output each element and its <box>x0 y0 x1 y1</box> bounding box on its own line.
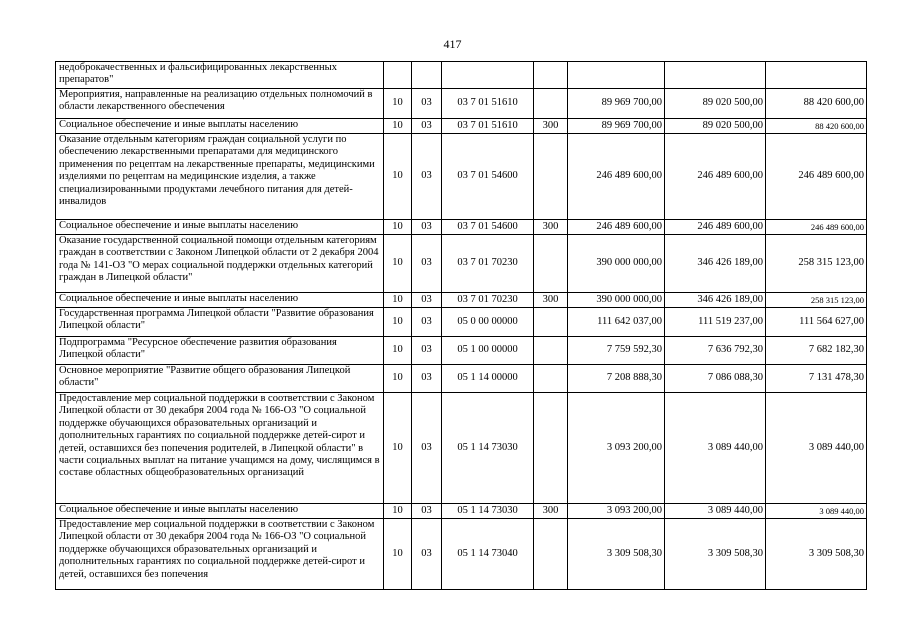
podrazdel-cell: 03 <box>412 308 442 337</box>
podrazdel-cell: 03 <box>412 134 442 220</box>
podrazdel-cell: 03 <box>412 337 442 365</box>
amount-year-2: 3 089 440,00 <box>665 393 766 504</box>
table-row <box>56 89 867 119</box>
razdel-cell: 10 <box>384 134 412 220</box>
razdel-cell: 10 <box>384 308 412 337</box>
podrazdel-cell: 03 <box>412 235 442 293</box>
razdel-cell: 10 <box>384 220 412 235</box>
expense-type-cell: 300 <box>534 504 568 519</box>
razdel-cell: 10 <box>384 519 412 590</box>
amount-year-1: 111 642 037,00 <box>568 308 665 337</box>
podrazdel-cell: 03 <box>412 365 442 393</box>
amount-year-2: 7 086 088,30 <box>665 365 766 393</box>
row-name: Мероприятия, направленные на реализацию отдельных полномочий в области лекарственного обеспечения <box>56 89 384 119</box>
razdel-cell: 10 <box>384 337 412 365</box>
target-article-cell: 03 7 01 51610 <box>442 119 534 134</box>
row-name: Оказание государственной социальной помощи отдельным категориям граждан в соответствии с Законом Липецкой области от 2 декабря 2004 года № 141-ОЗ "О мерах социальной поддержки отдельных категорий граждан в Липецкой области" <box>56 235 384 293</box>
amount-year-3: 7 131 478,30 <box>766 365 867 393</box>
expense-type-cell <box>534 337 568 365</box>
amount-year-3: 3 089 440,00 <box>766 393 867 504</box>
table-row <box>56 62 867 89</box>
amount-year-2: 7 636 792,30 <box>665 337 766 365</box>
expense-type-cell: 300 <box>534 119 568 134</box>
row-name: Социальное обеспечение и иные выплаты населению <box>56 119 384 134</box>
row-name: Социальное обеспечение и иные выплаты населению <box>56 293 384 308</box>
target-article-cell: 03 7 01 70230 <box>442 293 534 308</box>
target-article-cell: 05 0 00 00000 <box>442 308 534 337</box>
podrazdel-cell: 03 <box>412 393 442 504</box>
expense-type-cell <box>534 519 568 590</box>
table-row <box>56 220 867 235</box>
amount-year-3: 7 682 182,30 <box>766 337 867 365</box>
target-article-cell: 05 1 14 73030 <box>442 393 534 504</box>
amount-year-3: 88 420 600,00 <box>766 89 867 119</box>
amount-year-1: 3 093 200,00 <box>568 393 665 504</box>
row-name: Подпрограмма "Ресурсное обеспечение развития образования Липецкой области" <box>56 337 384 365</box>
target-article-cell: 05 1 14 00000 <box>442 365 534 393</box>
podrazdel-cell: 03 <box>412 220 442 235</box>
table-row <box>56 235 867 293</box>
expense-type-cell <box>534 62 568 89</box>
razdel-cell: 10 <box>384 89 412 119</box>
table-row <box>56 293 867 308</box>
amount-year-1: 89 969 700,00 <box>568 89 665 119</box>
razdel-cell: 10 <box>384 365 412 393</box>
table-row <box>56 365 867 393</box>
amount-year-2: 246 489 600,00 <box>665 220 766 235</box>
expense-type-cell <box>534 365 568 393</box>
row-name: Оказание отдельным категориям граждан социальной услуги по обеспечению лекарственными препаратами для медицинского применения по рецептам на лекарственные препараты, медицинскими изделиями по рецептам на медицинские изделия, а также специализированными продуктами лечебного питания для детей-инвалидов <box>56 134 384 220</box>
page-number: 417 <box>443 37 462 51</box>
amount-year-1: 7 208 888,30 <box>568 365 665 393</box>
table-row <box>56 519 867 590</box>
target-article-cell: 05 1 00 00000 <box>442 337 534 365</box>
amount-year-3: 246 489 600,00 <box>766 220 867 235</box>
amount-year-1: 3 093 200,00 <box>568 504 665 519</box>
target-article-cell: 03 7 01 70230 <box>442 235 534 293</box>
amount-year-2: 346 426 189,00 <box>665 235 766 293</box>
podrazdel-cell <box>412 62 442 89</box>
table-row <box>56 393 867 504</box>
razdel-cell: 10 <box>384 119 412 134</box>
razdel-cell: 10 <box>384 504 412 519</box>
row-name: Предоставление мер социальной поддержки в соответствии с Законом Липецкой области от 30 декабря 2004 года № 166-ОЗ "О социальной поддержке обучающихся образовательных организаций и дополнительных гарантиях по социальной поддержке детей-сирот и детей, оставшихся без попечения родителей, в Липецкой области" в части социальных выплат на питание учащимся на дому, числящимся в составе областных общеобразовательных организаций <box>56 393 384 504</box>
amount-year-1: 390 000 000,00 <box>568 293 665 308</box>
razdel-cell: 10 <box>384 293 412 308</box>
amount-year-3: 3 089 440,00 <box>766 504 867 519</box>
razdel-cell <box>384 62 412 89</box>
amount-year-2: 111 519 237,00 <box>665 308 766 337</box>
row-name: Социальное обеспечение и иные выплаты населению <box>56 220 384 235</box>
podrazdel-cell: 03 <box>412 519 442 590</box>
expense-type-cell <box>534 134 568 220</box>
target-article-cell <box>442 62 534 89</box>
row-name: Социальное обеспечение и иные выплаты населению <box>56 504 384 519</box>
expense-type-cell <box>534 308 568 337</box>
target-article-cell: 05 1 14 73030 <box>442 504 534 519</box>
amount-year-3: 88 420 600,00 <box>766 119 867 134</box>
expense-type-cell <box>534 235 568 293</box>
podrazdel-cell: 03 <box>412 119 442 134</box>
amount-year-2 <box>665 62 766 89</box>
amount-year-3: 258 315 123,00 <box>766 293 867 308</box>
amount-year-2: 89 020 500,00 <box>665 89 766 119</box>
target-article-cell: 05 1 14 73040 <box>442 519 534 590</box>
amount-year-1: 3 309 508,30 <box>568 519 665 590</box>
row-name: Основное мероприятие "Развитие общего образования Липецкой области" <box>56 365 384 393</box>
target-article-cell: 03 7 01 54600 <box>442 134 534 220</box>
razdel-cell: 10 <box>384 235 412 293</box>
amount-year-3: 3 309 508,30 <box>766 519 867 590</box>
table-row <box>56 504 867 519</box>
podrazdel-cell: 03 <box>412 89 442 119</box>
amount-year-1: 390 000 000,00 <box>568 235 665 293</box>
table-row <box>56 119 867 134</box>
amount-year-2: 89 020 500,00 <box>665 119 766 134</box>
podrazdel-cell: 03 <box>412 293 442 308</box>
amount-year-1: 246 489 600,00 <box>568 134 665 220</box>
amount-year-2: 246 489 600,00 <box>665 134 766 220</box>
row-name: недоброкачественных и фальсифицированных лекарственных препаратов" <box>56 62 384 89</box>
budget-table <box>55 61 867 590</box>
table-row <box>56 134 867 220</box>
amount-year-2: 3 309 508,30 <box>665 519 766 590</box>
amount-year-1 <box>568 62 665 89</box>
table-row <box>56 337 867 365</box>
amount-year-3 <box>766 62 867 89</box>
amount-year-3: 258 315 123,00 <box>766 235 867 293</box>
expense-type-cell <box>534 393 568 504</box>
expense-type-cell <box>534 89 568 119</box>
row-name: Предоставление мер социальной поддержки в соответствии с Законом Липецкой области от 30 декабря 2004 года № 166-ОЗ "О социальной поддержке обучающихся образовательных организаций и дополнительных гарантиях по социальной поддержке детей-сирот и детей, оставшихся без попечения <box>56 519 384 590</box>
target-article-cell: 03 7 01 51610 <box>442 89 534 119</box>
amount-year-3: 246 489 600,00 <box>766 134 867 220</box>
expense-type-cell: 300 <box>534 220 568 235</box>
amount-year-3: 111 564 627,00 <box>766 308 867 337</box>
podrazdel-cell: 03 <box>412 504 442 519</box>
target-article-cell: 03 7 01 54600 <box>442 220 534 235</box>
amount-year-1: 89 969 700,00 <box>568 119 665 134</box>
razdel-cell: 10 <box>384 393 412 504</box>
amount-year-1: 7 759 592,30 <box>568 337 665 365</box>
table-row <box>56 308 867 337</box>
amount-year-2: 3 089 440,00 <box>665 504 766 519</box>
amount-year-1: 246 489 600,00 <box>568 220 665 235</box>
amount-year-2: 346 426 189,00 <box>665 293 766 308</box>
row-name: Государственная программа Липецкой области "Развитие образования Липецкой области" <box>56 308 384 337</box>
expense-type-cell: 300 <box>534 293 568 308</box>
